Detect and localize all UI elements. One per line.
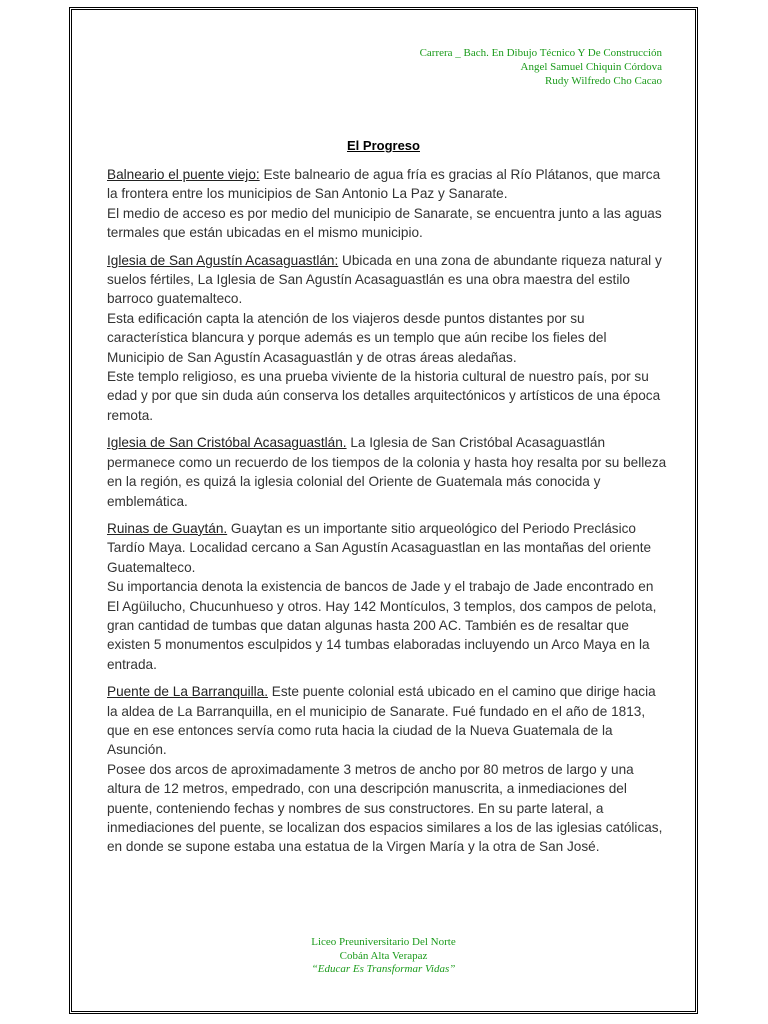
section-paragraph: Posee dos arcos de aproximadamente 3 metros de ancho por 80 metros de largo y una altura de 12 metros, empedrado, con una descripción manuscrita, a inmediaciones del puente, conteniendo fechas y nombres de sus constructores. En su parte lateral, a inmediaciones del puente, se localizan dos espacios similares a los de las iglesias católicas, en donde se supone estaba una estatua de la Virgen María y la otra de San José. [107, 761, 663, 855]
section-heading: Iglesia de San Agustín Acasaguastlán: [107, 252, 339, 268]
footer-block [72, 936, 695, 977]
section-balneario [107, 165, 667, 243]
section-text: Este puente colonial está ubicado en el camino que dirige hacia la aldea de La Barranquilla, en el municipio de Sanarate. Fué fundado en el año de 1813, que en ese entonces servía como ruta hacia la ciudad de la Nueva Guatemala de la Asunción. [107, 684, 656, 758]
footer-school-name: Liceo Preuniversitario Del Norte [311, 936, 456, 948]
section-heading: Puente de La Barranquilla. [107, 684, 268, 700]
document-body [107, 165, 667, 865]
section-ruinas-guaytan [107, 519, 667, 674]
section-paragraph [107, 251, 667, 309]
section-paragraph [107, 433, 667, 511]
section-paragraph [107, 165, 667, 204]
section-heading: Balneario el puente viejo: [107, 167, 260, 182]
document-page [69, 7, 698, 1014]
section-heading: Ruinas de Guaytán. [107, 520, 228, 536]
header-block [420, 46, 662, 88]
section-text: La Iglesia de San Cristóbal Acasaguastlán permanece como un recuerdo de los tiempos de la colonia y hasta hoy resalta por su belleza en la región, es quizá la iglesia colonial del Oriente de Guatemala más conocida y emblemática. [107, 435, 667, 509]
footer-location: Cobán Alta Verapaz [339, 949, 428, 962]
section-text: Guaytan es un importante sitio arqueológico del Periodo Preclásico Tardío Maya. Localidad cercano a San Agustín Acasaguastlan en las montañas del oriente Guatemalteco. [107, 520, 652, 575]
section-iglesia-san-agustin [107, 251, 667, 426]
header-author-2: Rudy Wilfredo Cho Cacao [545, 75, 662, 87]
section-puente-barranquilla [107, 682, 667, 857]
section-text: Este balneario de agua fría es gracias al Río Plátanos, que marca la frontera entre los municipios de San Antonio La Paz y Sanarate. [107, 167, 661, 202]
section-text: Ubicada en una zona de abundante riqueza natural y suelos fértiles, La Iglesia de San Agustín Acasaguastlán es una obra maestra del estilo barroco guatemalteco. [107, 252, 662, 307]
section-iglesia-san-cristobal [107, 433, 667, 511]
section-paragraph: El medio de acceso es por medio del municipio de Sanarate, se encuentra junto a las aguas termales que están ubicadas en el mismo municipio. [107, 205, 662, 241]
section-paragraph [107, 519, 667, 577]
section-paragraph [107, 682, 667, 760]
header-author-1: Angel Samuel Chiquin Córdova [520, 61, 662, 73]
page-title: El Progreso [347, 138, 420, 153]
section-heading: Iglesia de San Cristóbal Acasaguastlán. [107, 435, 347, 451]
section-paragraph: Su importancia denota la existencia de bancos de Jade y el trabajo de Jade encontrado en El Agüilucho, Chucunhueso y otros. Hay 142 Montículos, 3 templos, dos campos de pelota, gran cantidad de tumbas que datan algunas hasta 200 AC. También es de resaltar que existen 5 monumentos esculpidos y 14 tumbas elaboradas incluyendo un Arco Maya en la entrada. [107, 579, 657, 672]
footer-motto: “Educar Es Transformar Vidas” [311, 963, 456, 975]
section-paragraph: Esta edificación capta la atención de los viajeros desde puntos distantes por su característica blancura y porque además es un templo que aún recibe los fieles del Municipio de San Agustín Acasaguastlán y de otras áreas aledañas. [107, 310, 607, 365]
header-career-line: Carrera _ Bach. En Dibujo Técnico Y De Construcción [419, 47, 662, 59]
section-paragraph: Este templo religioso, es una prueba viviente de la historia cultural de nuestro país, por su edad y por que sin duda aún conserva los detalles arquitectónicos y artísticos de una época remota. [107, 369, 661, 423]
